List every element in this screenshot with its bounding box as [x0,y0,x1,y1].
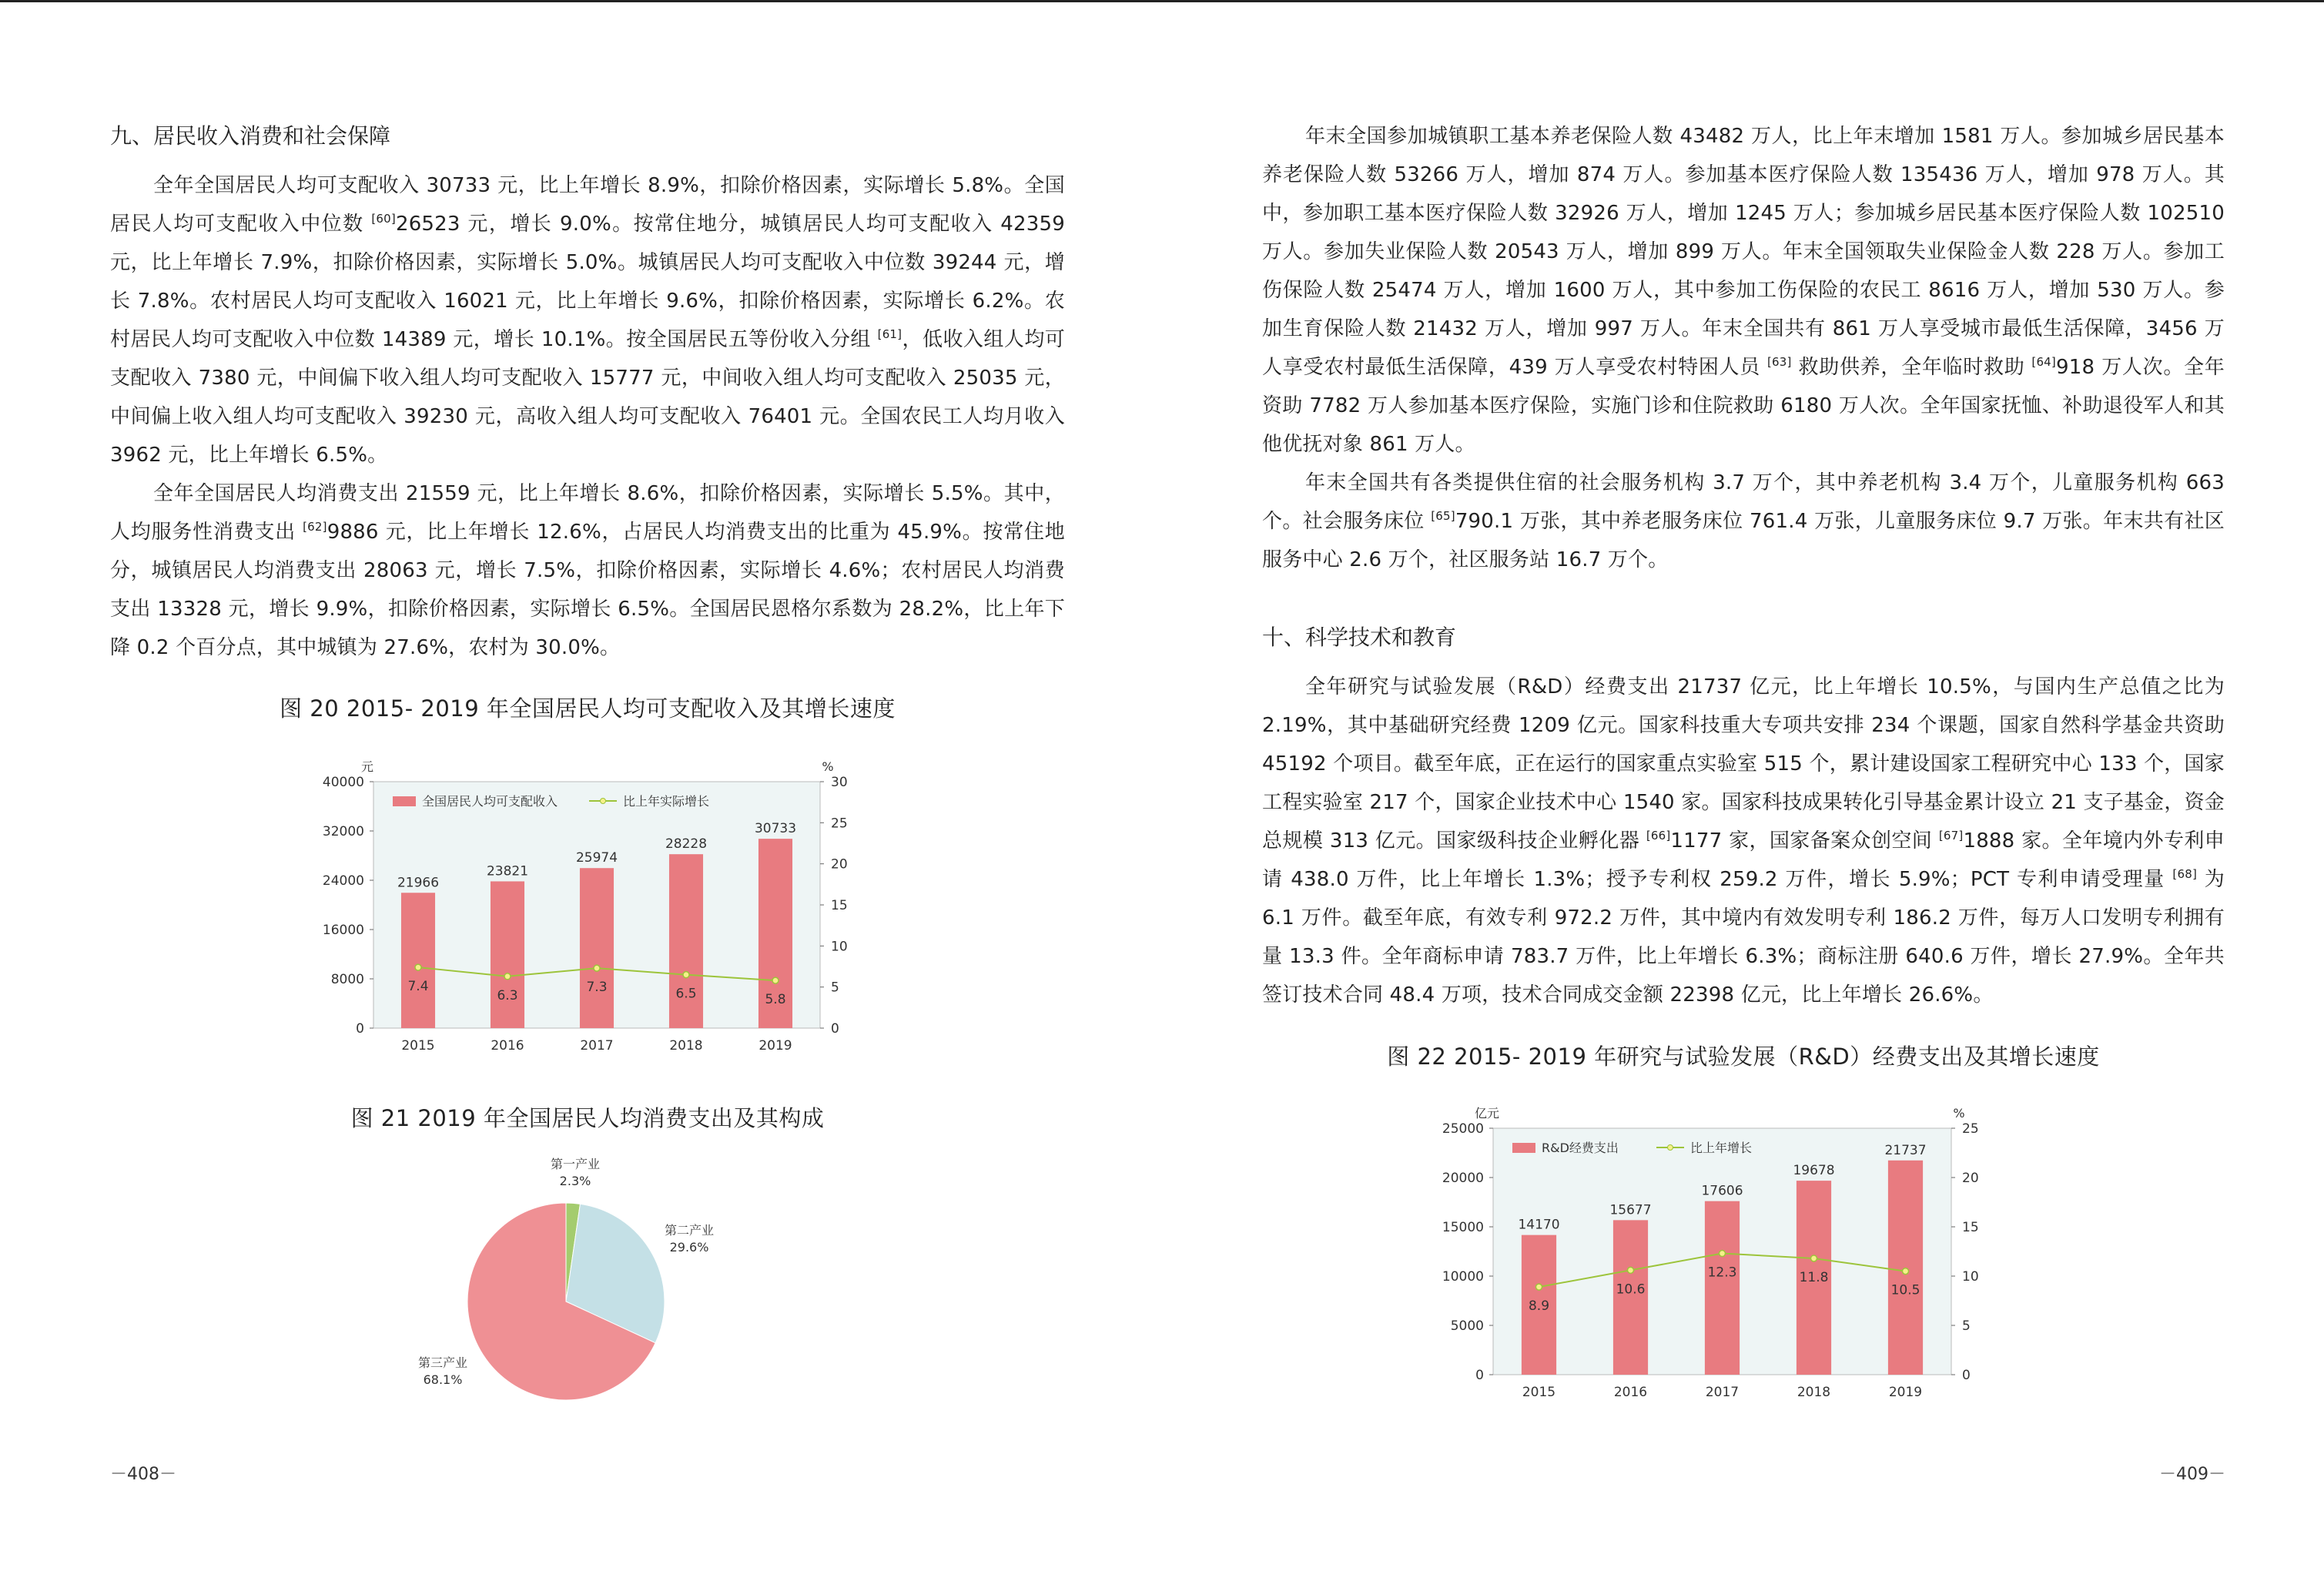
footnote-ref: [62] [303,520,327,534]
legend-bar-swatch [393,796,416,806]
right-paragraphs-bottom [1262,668,2225,1014]
fig22-chart [1424,1097,2009,1421]
bar-label-2018: 19678 [1793,1163,1835,1179]
y-axis-unit-right: % [1953,1106,1965,1121]
bar-2017 [1705,1201,1740,1375]
y-tick-right: 15 [1962,1220,1979,1235]
bar-label-2018: 28228 [665,836,708,853]
bar-label-2016: 15677 [1609,1202,1652,1218]
x-tick-2016: 2016 [491,1038,524,1054]
y-axis-unit-left: 元 [360,759,374,774]
bar-2017 [580,868,614,1028]
y-axis-unit-right: % [822,759,834,774]
y-tick-left: 20000 [1442,1171,1484,1186]
y-axis-unit-left: 亿元 [1474,1106,1500,1121]
footnote-ref: [63] [1766,355,1792,369]
x-tick-2015: 2015 [1522,1385,1556,1400]
right-top-paragraph-2: 年末全国共有各类提供住宿的社会服务机构 3.7 万个，其中养老机构 3.4 万个，儿童服务机构 663 个。社会服务床位 [65]790.1 万张，其中养老服务床位 761.4 万张，儿童服务床位 9.7 万张。年末共有社区服务中心 2.6 万个，社区服务站 16.7 万个。 [1262,471,2225,571]
right-text-column-top [1262,117,2225,579]
bar-label-2015: 14170 [1518,1217,1560,1233]
bar-label-2017: 17606 [1701,1183,1743,1199]
page-number-left: －408－ [110,1465,176,1484]
legend-bar-label: R&D经费支出 [1542,1141,1619,1155]
left-text-column [110,117,1065,667]
growth-point-2015 [415,964,421,970]
bar-label-2019: 21737 [1884,1142,1927,1158]
y-tick-left: 40000 [322,775,364,790]
x-tick-2019: 2019 [758,1038,792,1054]
y-tick-left: 0 [1475,1368,1484,1383]
growth-label-2016: 10.6 [1616,1281,1646,1298]
left-paragraph-1: 全年全国居民人均可支配收入 30733 元，比上年增长 8.9%，扣除价格因素，实际增长 5.8%。全国居民人均可支配收入中位数 [60]26523 元，增长 9.0%。按常住地分，城镇居民人均可支配收入 42359 元，比上年增长 7.9%，扣除价格因素，实际增长 5.0%。城镇居民人均可支配收入中位数 39244 元，增长 7.8%。农村居民人均可支配收入 16021 元，比上年增长 9.6%，扣除价格因素，实际增长 6.2%。农村居民人均可支配收入中位数 14389 元，增长 10.1%。按全国居民五等份收入分组 [61]，低收入组人均可支配收入 7380 元，中间偏下收入组人均可支配收入 15777 元，中间收入组人均可支配收入 25035 元，中间偏上收入组人均可支配收入 39230 元，高收入组人均可支配收入 76401 元。全国农民工人均月收入 3962 元，比上年增长 6.5%。 [110,174,1065,467]
x-tick-2016: 2016 [1613,1385,1648,1400]
y-tick-right: 20 [831,856,848,873]
y-tick-right: 10 [1962,1269,1979,1285]
y-tick-left: 8000 [330,972,364,987]
bar-label-2015: 21966 [397,875,440,891]
footnote-ref: [64] [2031,355,2056,369]
pie-label-1: 第一产业 [550,1157,601,1171]
legend-line-marker [1668,1145,1673,1151]
x-tick-2015: 2015 [401,1038,435,1054]
footnote-ref: [68] [2172,867,2197,881]
legend-line-label: 比上年实际增长 [623,794,710,809]
legend-line-label: 比上年增长 [1690,1141,1753,1155]
y-tick-right: 15 [831,898,848,913]
growth-point-2016 [1628,1267,1634,1273]
footnote-ref: [60] [371,212,396,226]
x-tick-2017: 2017 [580,1038,614,1054]
y-tick-left: 15000 [1442,1220,1484,1235]
pie-label-3: 第三产业 [417,1355,468,1370]
right-top-paragraph-1: 年末全国参加城镇职工基本养老保险人数 43482 万人，比上年末增加 1581 万人。参加城乡居民基本养老保险人数 53266 万人，增加 874 万人。参加基本医疗保险人数 135436 万人，增加 978 万人。其中，参加职工基本医疗保险人数 32926 万人，增加 1245 万人；参加城乡居民基本医疗保险人数 102510 万人。参加失业保险人数 20543 万人，增加 899 万人。年末全国领取失业保险金人数 228 万人。参加工伤保险人数 25474 万人，增加 1600 万人，其中参加工伤保险的农民工 8616 万人，增加 530 万人。参加生育保险人数 21432 万人，增加 997 万人。年末全国共有 861 万人享受城市最低生活保障，3456 万人享受农村最低生活保障，439 万人享受农村特困人员 [63] 救助供养，全年临时救助 [64]918 万人次。全年资助 7782 万人参加基本医疗保险，实施门诊和住院救助 6180 万人次。全年国家抚恤、补助退役军人和其他优抚对象 861 万人。 [1262,125,2225,456]
growth-label-2019: 10.5 [1890,1282,1920,1298]
y-tick-left: 25000 [1442,1121,1484,1137]
growth-point-2018 [683,972,689,978]
growth-label-2015: 8.9 [1528,1298,1550,1315]
y-tick-left: 0 [356,1021,364,1037]
y-tick-left: 32000 [322,824,364,839]
section-heading-income: 九、居民收入消费和社会保障 [110,123,391,149]
pie-value-3: 68.1% [423,1372,463,1387]
y-tick-right: 0 [831,1021,839,1037]
y-tick-right: 10 [831,939,848,955]
pie-value-1: 2.3% [559,1174,591,1188]
bar-label-2016: 23821 [486,863,529,879]
y-tick-right: 25 [1962,1121,1979,1137]
y-tick-left: 16000 [322,923,364,938]
left-paragraph-2: 全年全国居民人均消费支出 21559 元，比上年增长 8.6%，扣除价格因素，实际增长 5.5%。其中，人均服务性消费支出 [62]9886 元，比上年增长 12.6%，占居民人均消费支出的比重为 45.9%。按常住地分，城镇居民人均消费支出 28063 元，增长 7.5%，扣除价格因素，实际增长 4.6%；农村居民人均消费支出 13328 元，增长 9.9%，扣除价格因素，实际增长 6.5%。全国居民恩格尔系数为 28.2%，比上年下降 0.2 个百分点，其中城镇为 27.6%，农村为 30.0%。 [110,482,1065,659]
left-paragraphs [110,166,1065,667]
y-tick-right: 30 [831,775,848,790]
y-tick-left: 24000 [322,873,364,889]
footnote-ref: [67] [1938,829,1964,843]
right-bottom-paragraph-1: 全年研究与试验发展（R&D）经费支出 21737 亿元，比上年增长 10.5%，与国内生产总值之比为 2.19%，其中基础研究经费 1209 亿元。国家科技重大专项共安排 234 个课题，国家自然科学基金共资助 45192 个项目。截至年底，正在运行的国家重点实验室 515 个，累计建设国家工程研究中心 133 个，国家工程实验室 217 个，国家企业技术中心 1540 家。国家科技成果转化引导基金累计设立 21 支子基金，资金总规模 313 亿元。国家级科技企业孵化器 [66]1177 家，国家备案众创空间 [67]1888 家。全年境内外专利申请 438.0 万件，比上年增长 1.3%；授予专利权 259.2 万件，增长 5.9%；PCT 专利申请受理量 [68] 为 6.1 万件。截至年底，有效专利 972.2 万件，其中境内有效发明专利 186.2 万件，每万人口发明专利拥有量 13.3 件。全年商标申请 783.7 万件，比上年增长 6.3%；商标注册 640.6 万件，增长 27.9%。全年共签订技术合同 48.4 万项，技术合同成交金额 22398 亿元，比上年增长 26.6%。 [1262,675,2225,1007]
right-text-column-bottom [1262,618,2225,1014]
y-tick-right: 5 [831,980,839,996]
growth-label-2018: 6.5 [675,986,697,1002]
bar-2016 [1613,1220,1648,1375]
section-heading-science: 十、科学技术和教育 [1262,625,1457,650]
bar-2015 [401,893,435,1028]
x-tick-2017: 2017 [1705,1385,1740,1400]
legend-bar-swatch [1512,1143,1535,1153]
growth-point-2019 [1903,1268,1909,1275]
footnote-ref: [66] [1646,829,1671,843]
pie-label-2: 第二产业 [664,1223,715,1238]
growth-label-2018: 11.8 [1799,1269,1829,1285]
x-tick-2018: 2018 [669,1038,703,1054]
growth-point-2018 [1811,1255,1817,1261]
bar-label-2017: 25974 [575,850,618,866]
y-tick-right: 5 [1962,1318,1971,1334]
growth-point-2017 [594,965,600,971]
fig21-title: 图 21 2019 年全国居民人均消费支出及其构成 [350,1105,825,1131]
y-tick-right: 25 [831,816,848,832]
y-tick-left: 5000 [1450,1318,1484,1334]
growth-point-2017 [1720,1251,1726,1257]
growth-point-2016 [504,973,511,980]
fig22-title: 图 22 2015- 2019 年研究与试验发展（R&D）经费支出及其增长速度 [1387,1044,2100,1070]
y-tick-right: 20 [1962,1171,1979,1186]
bar-2016 [491,881,524,1028]
growth-label-2017: 12.3 [1707,1265,1737,1281]
x-tick-2018: 2018 [1797,1385,1831,1400]
growth-label-2019: 5.8 [765,992,786,1008]
growth-label-2016: 6.3 [497,987,518,1003]
x-tick-2019: 2019 [1888,1385,1923,1400]
fig20-chart [304,751,878,1074]
growth-label-2017: 7.3 [586,980,608,996]
bar-label-2019: 30733 [754,821,797,837]
legend-line-marker [601,799,606,804]
growth-point-2019 [772,977,779,983]
bar-2018 [669,854,703,1028]
fig21-chart [385,1151,770,1413]
pie-value-2: 29.6% [669,1240,709,1255]
right-paragraphs-top [1262,117,2225,579]
growth-point-2015 [1536,1284,1542,1290]
y-tick-right: 0 [1962,1368,1971,1383]
legend-bar-label: 全国居民人均可支配收入 [422,794,558,809]
fig20-title: 图 20 2015- 2019 年全国居民人均可支配收入及其增长速度 [280,695,896,722]
growth-label-2015: 7.4 [407,979,429,995]
y-tick-left: 10000 [1442,1269,1484,1285]
page-number-right: －409－ [2159,1465,2225,1484]
footnote-ref: [61] [877,327,902,341]
page-right [1162,0,2324,1588]
footnote-ref: [65] [1431,509,1455,523]
